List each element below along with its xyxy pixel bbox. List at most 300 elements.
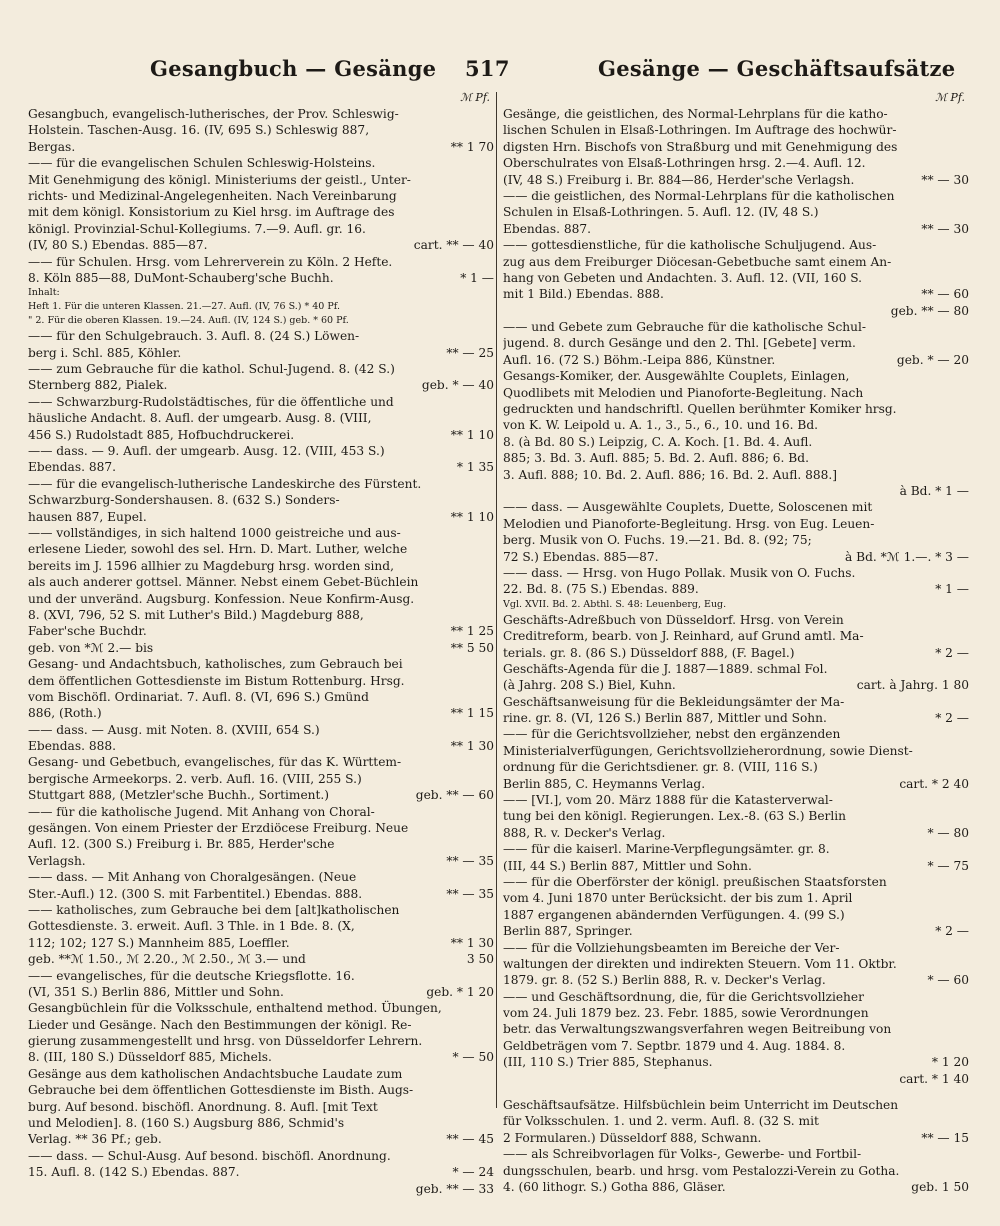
entry-line	[28, 377, 494, 393]
entry-text: —— dass. — Schul-Ausg. Auf besond. bischöfl. Anordnung.	[28, 1148, 391, 1163]
entry-line	[28, 1082, 494, 1098]
entry-line	[503, 710, 969, 726]
entry-line	[28, 345, 494, 361]
entry-line	[503, 923, 969, 939]
entry-line	[503, 286, 969, 302]
entry-text: —— gottesdienstliche, für die katholische Schuljugend. Aus-	[503, 238, 877, 253]
entry-line	[28, 918, 494, 934]
entry-text: —— und Geschäftsordnung, die, für die Gerichtsvollzieher	[503, 989, 864, 1004]
entry-text: Schulen in Elsaß-Lothringen. 5. Aufl. 12. (IV, 48 S.)	[503, 205, 819, 220]
entry-line	[28, 640, 494, 656]
entry-line	[503, 237, 969, 253]
entry-line	[503, 645, 969, 661]
entry-line	[28, 394, 494, 410]
entry-price: geb. ** — 33	[412, 1181, 494, 1197]
entry-line	[503, 434, 969, 450]
entry-text: mit dem königl. Konsistorium zu Kiel hrsg. im Auftrage des	[28, 205, 395, 220]
entry-line	[28, 673, 494, 689]
entry-text: (VI, 351 S.) Berlin 886, Mittler und Sohn.	[28, 984, 284, 999]
entry-text: —— für die katholische Jugend. Mit Anhang von Choral-	[28, 804, 375, 819]
entry-text: königl. Provinzial-Schul-Kollegiums. 7.—9. Aufl. gr. 16.	[28, 221, 366, 236]
entry-price: * — 24	[448, 1164, 494, 1180]
entry-text: geb. von *ℳ 2.— bis	[28, 640, 154, 655]
entry-line	[503, 989, 969, 1005]
entry-line	[28, 1017, 494, 1033]
entry-line	[503, 1071, 969, 1087]
entry-line	[28, 300, 494, 314]
entry-price: ** — 45	[442, 1131, 494, 1147]
entry-line	[503, 352, 969, 368]
entry-text: Ebendas. 887.	[503, 221, 591, 236]
entry-line	[28, 656, 494, 672]
entry-text: (III, 110 S.) Trier 885, Stephanus.	[503, 1055, 713, 1070]
entry-price: ** — 35	[442, 886, 494, 902]
entry-line	[503, 467, 969, 483]
entry-price: geb. * 1 20	[422, 984, 494, 1000]
entry-line	[503, 270, 969, 286]
entry-price: geb. 1 50	[907, 1179, 969, 1195]
entry-price: * — 50	[448, 1049, 494, 1065]
entry-text: Verlagsh.	[28, 853, 86, 868]
entry-line	[503, 172, 969, 188]
entry-line	[28, 188, 494, 204]
entry-text: lischen Schulen in Elsaß-Lothringen. Im Auftrage des hochwür-	[503, 123, 897, 138]
entry-line	[28, 886, 494, 902]
entry-text: Geldbeträgen vom 7. Septbr. 1879 und 4. Aug. 1884. 8.	[503, 1038, 846, 1053]
entry-line	[503, 1179, 969, 1195]
entry-text: Gesangs-Komiker, der. Ausgewählte Couplets, Einlagen,	[503, 369, 850, 384]
entry-text: Creditreform, bearb. von J. Reinhard, auf Grund amtl. Ma-	[503, 629, 864, 644]
entry-text: 15. Aufl. 8. (142 S.) Ebendas. 887.	[28, 1165, 240, 1180]
entry-text: Melodien und Pianoforte-Begleitung. Hrsg. von Eug. Leuen-	[503, 516, 875, 531]
entry-line	[28, 155, 494, 171]
entry-price: cart. à Jahrg. 1 80	[853, 677, 969, 693]
entry-text: —— als Schreibvorlagen für Volks-, Gewerbe- und Fortbil-	[503, 1147, 862, 1162]
entry-line	[503, 628, 969, 644]
entry-price: * 2 —	[931, 645, 969, 661]
entry-text: digsten Hrn. Bischofs von Straßburg und mit Genehmigung des	[503, 139, 898, 154]
entry-price: ** — 25	[442, 345, 494, 361]
entry-line	[28, 1066, 494, 1082]
entry-line	[503, 532, 969, 548]
entry-line	[28, 410, 494, 426]
entry-text: 8. (III, 180 S.) Düsseldorf 885, Michels.	[28, 1050, 272, 1065]
entry-line	[503, 499, 969, 515]
right-column	[503, 90, 969, 1195]
entry-line	[503, 1163, 969, 1179]
entry-text: gedruckten und handschriftl. Quellen berühmter Komiker hrsg.	[503, 402, 897, 417]
entry-text: 3. Aufl. 888; 10. Bd. 2. Aufl. 886; 16. Bd. 2. Aufl. 888.]	[503, 467, 837, 482]
entry-line	[503, 565, 969, 581]
price-header: ℳ Pf.	[460, 91, 490, 104]
entry-price: * 1 —	[456, 270, 494, 286]
entry-price: * 2 —	[931, 923, 969, 939]
entry-price: geb. ** — 80	[887, 303, 969, 319]
running-head-left: Gesangbuch — Gesänge	[150, 56, 437, 81]
entry-text: Gebrauche bei dem öffentlichen Gottesdienste im Bisth. Augs-	[28, 1083, 414, 1098]
entry-text: tung bei den königl. Regierungen. Lex.-8. (63 S.) Berlin	[503, 809, 847, 824]
entry-text: gierung zusammengestellt und hrsg. von Düsseldorfer Lehrern.	[28, 1034, 423, 1049]
entry-line	[28, 459, 494, 475]
entry-price: ** — 30	[917, 172, 969, 188]
entry-line	[28, 1164, 494, 1180]
entry-line	[503, 450, 969, 466]
entry-text: Holstein. Taschen-Ausg. 16. (IV, 695 S.) Schleswig 887,	[28, 123, 370, 138]
entry-line	[28, 574, 494, 590]
entry-text: —— zum Gebrauche für die kathol. Schul-Jugend. 8. (42 S.)	[28, 362, 395, 377]
entry-line	[503, 825, 969, 841]
entry-text: Geschäftsaufsätze. Hilfsbüchlein beim Unterricht im Deutschen	[503, 1098, 899, 1113]
entry-text: 888, R. v. Decker's Verlag.	[503, 825, 666, 840]
entry-line	[28, 968, 494, 984]
entry-line	[28, 525, 494, 541]
entry-line	[503, 319, 969, 335]
entry-price: * 1 20	[928, 1054, 969, 1070]
entry-line	[28, 771, 494, 787]
entry-text: Gesangbuch, evangelisch-lutherisches, der Prov. Schleswig-	[28, 107, 399, 121]
entry-text: Inhalt:	[28, 287, 60, 299]
entry-price: * 2 —	[931, 710, 969, 726]
entry-line	[28, 1049, 494, 1065]
entry-line	[503, 661, 969, 677]
entry-price: cart. * 1 40	[895, 1071, 969, 1087]
entry-text: 8. (à Bd. 80 S.) Leipzig, C. A. Koch. [1. Bd. 4. Aufl.	[503, 434, 813, 449]
entry-text: hang von Gebeten und Andachten. 3. Aufl. 12. (VII, 160 S.	[503, 270, 863, 285]
entry-line	[503, 956, 969, 972]
entry-line	[28, 541, 494, 557]
entry-line	[28, 492, 494, 508]
entry-text: Geschäfts-Agenda für die J. 1887—1889. schmal Fol.	[503, 661, 828, 676]
entry-line	[503, 808, 969, 824]
entry-line	[28, 902, 494, 918]
entry-line	[503, 1113, 969, 1129]
left-column	[28, 90, 494, 1197]
entry-text: rine. gr. 8. (VI, 126 S.) Berlin 887, Mittler und Sohn.	[503, 711, 827, 726]
entry-line	[28, 443, 494, 459]
entry-line	[28, 1000, 494, 1016]
entry-price: geb. ** — 60	[412, 787, 494, 803]
entry-price: 3 50	[463, 951, 494, 967]
entry-price: ** — 35	[442, 853, 494, 869]
entry-text: bereits im J. 1596 allhier zu Magdeburg hrsg. worden sind,	[28, 558, 394, 573]
entry-price: * — 60	[923, 972, 969, 988]
entry-text: Ebendas. 888.	[28, 739, 116, 754]
column-divider	[496, 92, 497, 1108]
entry-line	[503, 598, 969, 612]
entry-text: mit 1 Bild.) Ebendas. 888.	[503, 287, 664, 302]
entry-text: betr. das Verwaltungszwangsverfahren wegen Beitreibung von	[503, 1022, 892, 1037]
entry-line	[503, 1021, 969, 1037]
entry-text: 456 S.) Rudolstadt 885, Hofbuchdruckerei.	[28, 427, 295, 442]
entry-line	[503, 122, 969, 138]
entry-line	[503, 677, 969, 693]
entry-text: 8. Köln 885—88, DuMont-Schauberg'sche Buchh.	[28, 270, 334, 285]
entry-line	[28, 221, 494, 237]
entry-line	[503, 694, 969, 710]
entry-line	[503, 612, 969, 628]
entry-line	[503, 581, 969, 597]
entry-text: und Melodien]. 8. (160 S.) Augsburg 886, Schmid's	[28, 1116, 345, 1131]
entry-price: à Bd. * 1 —	[896, 483, 969, 499]
entry-text: Bergas.	[28, 139, 76, 154]
entry-text: 22. Bd. 8. (75 S.) Ebendas. 889.	[503, 582, 699, 597]
entry-text: Gesang- und Andachtsbuch, katholisches, zum Gebrauch bei	[28, 657, 403, 672]
entry-line	[503, 759, 969, 775]
entry-text: —— katholisches, zum Gebrauche bei dem [alt]katholischen	[28, 902, 400, 917]
entry-line	[28, 106, 494, 122]
entry-line	[28, 869, 494, 885]
entry-line	[28, 204, 494, 220]
entry-text: waltungen der direkten und indirekten Steuern. Vom 11. Oktbr.	[503, 956, 897, 971]
entry-text: ordnung für die Gerichtsdiener. gr. 8. (VIII, 116 S.)	[503, 760, 818, 775]
entry-text: Gesänge, die geistlichen, des Normal-Lehrplans für die katho-	[503, 107, 888, 121]
entry-price: ** 1 30	[447, 738, 494, 754]
entry-line	[28, 328, 494, 344]
entry-line	[28, 122, 494, 138]
entry-line	[28, 286, 494, 300]
entry-price: cart. * 2 40	[895, 776, 969, 792]
entry-line	[28, 591, 494, 607]
entry-line	[503, 188, 969, 204]
entry-text: (à Jahrg. 208 S.) Biel, Kuhn.	[503, 678, 676, 693]
entry-line	[503, 743, 969, 759]
entry-text: 72 S.) Ebendas. 885—87.	[503, 549, 659, 564]
entry-text: —— dass. — Ausgewählte Couplets, Duette, Soloscenen mit	[503, 500, 873, 515]
entry-text: —— für die evangelisch-lutherische Landeskirche des Fürstent.	[28, 476, 422, 491]
entry-line	[503, 726, 969, 742]
entry-text: richts- und Medizinal-Angelegenheiten. Nach Vereinbarung	[28, 188, 397, 203]
entry-price: ** 1 15	[447, 705, 494, 721]
entry-text: bergische Armeekorps. 2. verb. Aufl. 16. (VIII, 255 S.)	[28, 771, 362, 786]
entry-line	[503, 1130, 969, 1146]
entry-text: —— Schwarzburg-Rudolstädtisches, für die öffentliche und	[28, 394, 394, 409]
entry-price: ** — 15	[917, 1130, 969, 1146]
entry-text: gesängen. Von einem Priester der Erzdiöcese Freiburg. Neue	[28, 821, 409, 836]
entry-text: Ster.-Aufl.) 12. (300 S. mit Farbentitel.) Ebendas. 888.	[28, 886, 363, 901]
entry-text: —— für die Vollziehungsbeamten im Bereiche der Ver-	[503, 940, 840, 955]
entry-text: —— für die evangelischen Schulen Schleswig-Holsteins.	[28, 156, 376, 171]
entry-line	[28, 476, 494, 492]
entry-text: —— die geistlichen, des Normal-Lehrplans für die katholischen	[503, 188, 895, 203]
entry-line	[28, 139, 494, 155]
entry-text: Faber'sche Buchdr.	[28, 624, 147, 639]
entry-price: * 1 35	[453, 459, 494, 475]
entry-line	[503, 1038, 969, 1054]
entry-text: Geschäftsanweisung für die Bekleidungsämter der Ma-	[503, 694, 845, 709]
entry-text: —— und Gebete zum Gebrauche für die katholische Schul-	[503, 320, 867, 335]
entry-price: à Bd. *ℳ 1.—. * 3 —	[841, 549, 969, 565]
entry-price: ** 1 70	[447, 139, 494, 155]
entry-text: Gesang- und Gebetbuch, evangelisches, für das K. Württem-	[28, 755, 402, 770]
entry-line	[28, 1148, 494, 1164]
entry-line	[503, 1146, 969, 1162]
entry-line	[28, 820, 494, 836]
entry-line	[28, 1181, 494, 1197]
entry-price: ** 1 10	[447, 427, 494, 443]
entry-text: 2 Formularen.) Düsseldorf 888, Schwann.	[503, 1130, 762, 1145]
entry-text: Lieder und Gesänge. Nach den Bestimmungen der königl. Re-	[28, 1017, 412, 1032]
entry-text: (IV, 80 S.) Ebendas. 885—87.	[28, 238, 208, 253]
page-number: 517	[465, 56, 510, 81]
entry-price: geb. * — 40	[418, 377, 494, 393]
entry-text: Sternberg 882, Pialek.	[28, 378, 168, 393]
entry-line	[503, 335, 969, 351]
entry-line	[503, 401, 969, 417]
entry-text: Ebendas. 887.	[28, 460, 116, 475]
entry-line	[503, 841, 969, 857]
entry-text: Quodlibets mit Melodien und Pianoforte-Begleitung. Nach	[503, 385, 864, 400]
entry-text: jugend. 8. durch Gesänge und den 2. Thl. [Gebete] verm.	[503, 336, 856, 351]
entry-text: —— evangelisches, für die deutsche Kriegsflotte. 16.	[28, 968, 355, 983]
entry-text: Ministerialverfügungen, Gerichtsvollzieherordnung, sowie Dienst-	[503, 743, 913, 758]
entry-line	[503, 858, 969, 874]
entry-line	[503, 1087, 969, 1097]
entry-text: Gesangbüchlein für die Volksschule, enthaltend method. Übungen,	[28, 1001, 442, 1016]
entry-line	[28, 314, 494, 328]
entry-text: zug aus dem Freiburger Diöcesan-Gebetbuche samt einem An-	[503, 254, 892, 269]
entry-line	[503, 254, 969, 270]
entry-text: 1879. gr. 8. (52 S.) Berlin 888, R. v. Decker's Verlag.	[503, 973, 826, 988]
entry-line	[503, 776, 969, 792]
entry-line	[503, 385, 969, 401]
entry-text: —— für den Schulgebrauch. 3. Aufl. 8. (24 S.) Löwen-	[28, 329, 360, 344]
entry-line	[28, 1099, 494, 1115]
entry-price: * — 80	[923, 825, 969, 841]
running-head-right: Gesänge — Geschäftsaufsätze	[598, 56, 956, 81]
entry-line	[28, 738, 494, 754]
entry-line	[28, 722, 494, 738]
entry-line	[28, 427, 494, 443]
entry-line	[503, 516, 969, 532]
entry-line	[28, 172, 494, 188]
entry-text: (III, 44 S.) Berlin 887, Mittler und Sohn.	[503, 858, 752, 873]
entry-line	[503, 204, 969, 220]
entry-text: —— für die kaiserl. Marine-Verpflegungsämter. gr. 8.	[503, 842, 830, 857]
entry-text: 112; 102; 127 S.) Mannheim 885, Loeffler.	[28, 935, 290, 950]
entry-line	[28, 836, 494, 852]
entry-text: 4. (60 lithogr. S.) Gotha 886, Gläser.	[503, 1180, 726, 1194]
entry-text: —— dass. — Ausg. mit Noten. 8. (XVIII, 654 S.)	[28, 722, 320, 737]
entry-text: Heft 1. Für die unteren Klassen. 21.—27. Aufl. (IV, 76 S.) * 40 Pf.	[28, 301, 340, 313]
left-entries	[28, 106, 494, 1197]
entry-text: vom Bischöfl. Ordinariat. 7. Aufl. 8. (VI, 696 S.) Gmünd	[28, 689, 369, 704]
entry-line	[503, 139, 969, 155]
entry-price: * — 75	[923, 858, 969, 874]
entry-line	[503, 549, 969, 565]
entry-price: ** 5 50	[447, 640, 494, 656]
entry-text: Aufl. 12. (300 S.) Freiburg i. Br. 885, Herder'sche	[28, 837, 335, 852]
entry-line	[503, 890, 969, 906]
entry-price: * 1 —	[931, 581, 969, 597]
entry-text: (IV, 48 S.) Freiburg i. Br. 884—86, Herder'sche Verlagsh.	[503, 172, 855, 187]
entry-text: geb. **ℳ 1.50., ℳ 2.20., ℳ 2.50., ℳ 3.— und	[28, 952, 306, 967]
entry-line	[28, 509, 494, 525]
entry-line	[28, 853, 494, 869]
entry-text: —— dass. — Mit Anhang von Choralgesängen. (Neue	[28, 870, 357, 885]
entry-text: berg. Musik von O. Fuchs. 19.—21. Bd. 8. (92; 75;	[503, 533, 812, 548]
entry-line	[28, 787, 494, 803]
entry-line	[28, 1033, 494, 1049]
entry-text: 8. (XVI, 796, 52 S. mit Luther's Bild.) Magdeburg 888,	[28, 607, 364, 622]
entry-text: —— vollständiges, in sich haltend 1000 geistreiche und aus-	[28, 525, 401, 540]
entry-text: Geschäfts-Adreßbuch von Düsseldorf. Hrsg. von Verein	[503, 612, 844, 627]
entry-line	[503, 106, 969, 122]
entry-text: hausen 887, Eupel.	[28, 509, 147, 524]
entry-text: Berlin 885, C. Heymanns Verlag.	[503, 776, 706, 791]
entry-text: Verlag. ** 36 Pf.; geb.	[28, 1132, 162, 1147]
entry-text: dungsschulen, bearb. und hrsg. vom Pestalozzi-Verein zu Gotha.	[503, 1163, 900, 1178]
entry-text: —— dass. — Hrsg. von Hugo Pollak. Musik von O. Fuchs.	[503, 565, 856, 580]
entry-text: vom 24. Juli 1879 bez. 23. Febr. 1885, sowie Verordnungen	[503, 1006, 869, 1021]
entry-line	[503, 221, 969, 237]
entry-text: dem öffentlichen Gottesdienste im Bistum Rottenburg. Hrsg.	[28, 673, 405, 688]
entry-text: 885; 3. Bd. 3. Aufl. 885; 5. Bd. 2. Aufl. 886; 6. Bd.	[503, 451, 809, 466]
entry-line	[28, 558, 494, 574]
entry-line	[28, 984, 494, 1000]
entry-line	[503, 874, 969, 890]
entry-line	[28, 1115, 494, 1131]
entry-line	[28, 270, 494, 286]
entry-text: vom 4. Juni 1870 unter Berücksicht. der bis zum 1. April	[503, 891, 853, 906]
entry-line	[503, 303, 969, 319]
entry-line	[503, 483, 969, 499]
entry-text: Gottesdienste. 3. erweit. Aufl. 3 Thle. in 1 Bde. 8. (X,	[28, 919, 355, 934]
entry-price: ** 1 25	[447, 623, 494, 639]
entry-text: erlesene Lieder, sowohl des sel. Hrn. D. Mart. Luther, welche	[28, 542, 408, 557]
entry-text: Gesänge aus dem katholischen Andachtsbuche Laudate zum	[28, 1066, 403, 1081]
entry-price: ** 1 30	[447, 935, 494, 951]
entry-line	[28, 689, 494, 705]
entry-price: ** — 30	[917, 221, 969, 237]
entry-price: geb. * — 20	[893, 352, 969, 368]
right-entries	[503, 106, 969, 1195]
entry-line	[28, 1131, 494, 1147]
entry-text: —— für die Gerichtsvollzieher, nebst den ergänzenden	[503, 727, 841, 742]
entry-line	[28, 623, 494, 639]
entry-text: Aufl. 16. (72 S.) Böhm.-Leipa 886, Künstner.	[503, 352, 776, 367]
price-header: ℳ Pf.	[935, 91, 965, 104]
entry-text: häusliche Andacht. 8. Aufl. der umgearb. Ausg. 8. (VIII,	[28, 411, 372, 426]
entry-text: und der unveränd. Augsburg. Konfession. Neue Konfirm-Ausg.	[28, 591, 415, 606]
entry-line	[28, 951, 494, 967]
entry-line	[503, 972, 969, 988]
entry-text: —— [VI.], vom 20. März 1888 für die Katasterverwal-	[503, 793, 833, 808]
entry-line	[28, 935, 494, 951]
entry-text: von K. W. Leipold u. A. 1., 3., 5., 6., 10. und 16. Bd.	[503, 418, 819, 433]
entry-text: —— dass. — 9. Aufl. der umgearb. Ausg. 12. (VIII, 453 S.)	[28, 444, 385, 459]
entry-price: cart. ** — 40	[410, 237, 494, 253]
entry-line	[28, 361, 494, 377]
entry-text: " 2. Für die oberen Klassen. 19.—24. Aufl. (IV, 124 S.) geb. * 60 Pf.	[28, 315, 349, 327]
entry-line	[503, 1097, 969, 1113]
entry-text: Berlin 887, Springer.	[503, 924, 633, 939]
entry-text: Mit Genehmigung des königl. Ministeriums der geistl., Unter-	[28, 172, 411, 187]
entry-text: burg. Auf besond. bischöfl. Anordnung. 8. Aufl. [mit Text	[28, 1099, 378, 1114]
entry-text: für Volksschulen. 1. und 2. verm. Aufl. 8. (32 S. mit	[503, 1114, 819, 1129]
entry-text: —— für Schulen. Hrsg. vom Lehrerverein zu Köln. 2 Hefte.	[28, 254, 393, 269]
entry-text: Vgl. XVII. Bd. 2. Abthl. S. 48: Leuenberg, Eug.	[503, 598, 727, 610]
entry-text: als auch anderer gottsel. Männer. Nebst einem Gebet-Büchlein	[28, 575, 419, 590]
entry-line	[503, 792, 969, 808]
entry-text: —— für die Oberförster der königl. preußischen Staatsforsten	[503, 874, 887, 889]
entry-line	[503, 155, 969, 171]
entry-line	[503, 1054, 969, 1070]
entry-line	[503, 417, 969, 433]
entry-line	[503, 1005, 969, 1021]
entry-text: berg i. Schl. 885, Köhler.	[28, 345, 182, 360]
entry-line	[503, 368, 969, 384]
entry-text: Stuttgart 888, (Metzler'sche Buchh., Sortiment.)	[28, 788, 330, 803]
